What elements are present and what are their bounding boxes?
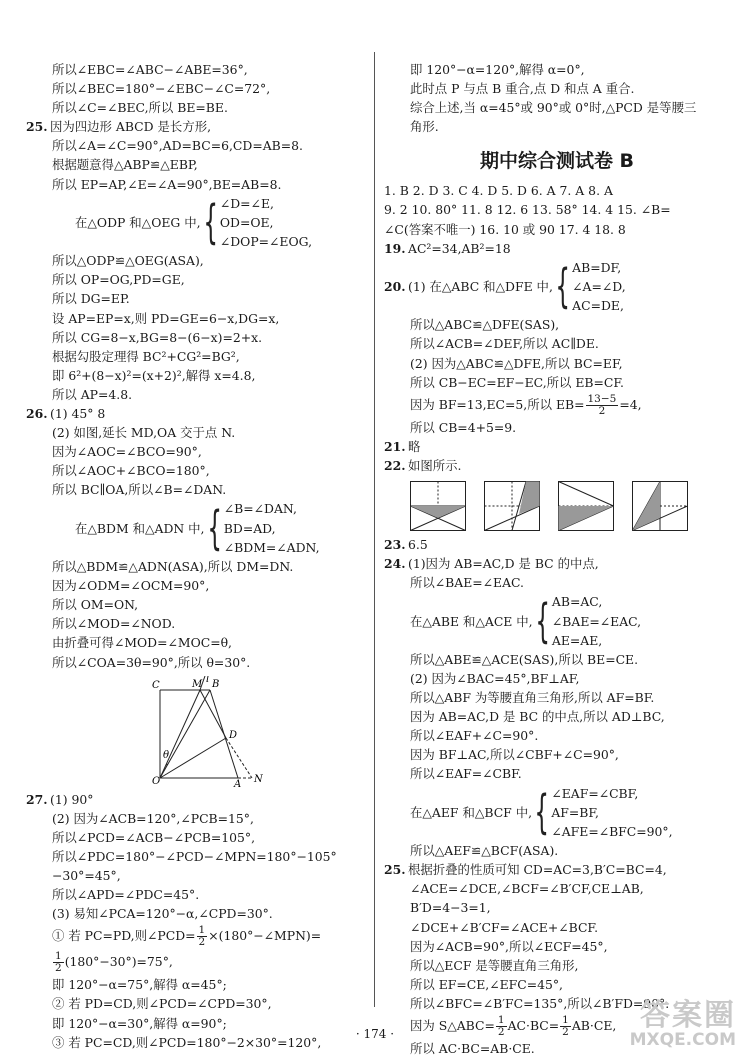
brace-item: OD=OE, [219,214,274,230]
text-line: 所以△ABC≌△DFE(SAS), [410,317,560,333]
text-line: 所以 AP=4.8. [52,386,133,402]
label-N: N [254,773,263,785]
text-line: 所以∠MOD=∠NOD. [52,616,176,632]
text-line: ∠DCE+∠B′CF=∠ACE+∠BCF. [410,919,599,935]
brace-prefix: 在△ABE 和△ACE 中, [410,613,533,629]
fraction-numerator: 1 [497,1014,505,1027]
text-line [26,923,368,949]
text-line [384,392,730,418]
condition-brace [384,784,730,842]
text-line: 所以∠EAF+∠C=90°. [410,728,539,744]
text-run: ×(180°−∠MPN)= [208,928,322,944]
text-run: 因为 S△ABC= [410,1018,495,1034]
text-line: ② 若 PD=CD,则∠PCD=∠CPD=30°, [52,996,272,1012]
fraction [53,951,64,974]
text-line: 略 [408,438,421,454]
fraction [586,394,619,417]
text-line: 角形. [410,119,439,135]
curly-brace: { [202,194,218,249]
text-line: 设 AP=EP=x,则 PD=GE=6−x,DG=x, [52,310,280,326]
brace-item: AB=AC, [551,594,603,610]
brace-item: ∠DOP=∠EOG, [219,234,313,250]
text-run: 因为 BF=13,EC=5,所以 EB= [410,396,585,412]
question-19 [384,239,730,258]
fraction-denominator: 2 [198,936,206,949]
text-run: (180°−30°)=75°, [64,954,173,970]
text-line: 所以∠BEC=180°−∠EBC−∠C=72°, [52,81,271,97]
text-line: 所以∠PDC=180°−∠PCD−∠MPN=180°−105° [52,848,337,864]
segment-MD [200,690,226,738]
text-line: 所以△BDM≌△ADN(ASA),所以 DM=DN. [52,559,294,575]
question-number: 25. [384,862,406,878]
fraction-numerator: 1 [562,1014,569,1027]
text-line: B′D=4−3=1, [410,900,491,916]
brace-item: AB=DF, [572,259,622,275]
brace-item: AF=BF, [551,804,599,820]
text-line: 所以∠C=∠BEC,所以 BE=BE. [52,100,228,116]
text-line: 所以 CB=4+5=9. [410,419,517,435]
segment-OD [160,738,226,778]
question-21 [384,437,730,456]
text-line: (2) 因为△ABC≌△DFE,所以 BC=EF, [410,355,623,371]
text-line: 因为 AB=AC,D 是 BC 的中点,所以 AD⊥BC, [410,709,665,725]
brace-prefix: 在△AEF 和△BCF 中, [410,804,533,820]
page-number: · 174 · [355,1027,395,1041]
text-line: 根据题意得△ABP≌△EBP, [52,157,198,173]
brace-item: ∠A=∠D, [572,278,626,294]
text-line: (1) 45° 8 [50,406,106,422]
text-line: 所以 CB−EC=EF−EC,所以 EB=CF. [410,374,624,390]
label-theta: θ [163,749,170,761]
brace-item: ∠EAF=∠CBF, [551,785,639,801]
column-divider [374,52,375,1007]
text-line [26,949,368,975]
text-line: 因为∠ACB=90°,所以∠ECF=45°, [410,938,608,954]
question-20 [384,258,730,316]
question-number: 20. [384,279,406,295]
text-line: 6.5 [408,537,428,553]
question-26 [26,404,368,423]
brace-item: ∠D=∠E, [219,195,274,211]
text-line: (1)因为 AB=AC,D 是 BC 的中点, [408,556,599,572]
label-A: A [234,778,242,788]
right-column [384,60,730,1058]
watermark-url: MXQE.COM [629,1030,736,1050]
text-line: 所以 AC·BC=AB·CE. [410,1041,535,1057]
text-line: 所以△ODP≌△OEG(ASA), [52,253,204,269]
answer-key-line: ∠C(答案不唯一) 16. 10 或 90 17. 4 18. 8 [384,221,626,237]
answer-key-line: 1. B 2. D 3. C 4. D 5. D 6. A 7. A 8. A [384,183,613,199]
text-line: 根据勾股定理得 BC²+CG²=BG², [52,348,240,364]
question-23 [384,535,730,554]
square-partition-figure-4 [632,481,688,531]
fraction-denominator: 2 [497,1026,505,1039]
text-line: 所以∠PCD=∠ACB−∠PCB=105°, [52,829,256,845]
brace-item: ∠AFE=∠BFC=90°, [551,823,673,839]
text-line: 所以 EP=AP,∠E=∠A=90°,BE=AB=8. [52,176,282,192]
question-number: 25. [26,119,48,135]
text-line: (1) 90° [50,791,94,807]
condition-brace [26,499,368,557]
section-title: 期中综合测试卷 B [479,150,635,173]
square-partition-figure-2 [484,481,540,531]
label-D: D [229,729,238,741]
text-line: 因为∠AOC=∠BCO=90°, [52,444,202,460]
text-line: 所以△ABE≌△ACE(SAS),所以 BE=CE. [410,651,639,667]
watermark-logo [630,990,736,1050]
question-number: 27. [26,791,48,807]
text-line: 综合上述,当 α=45°或 90°或 0°时,△PCD 是等腰三 [410,100,697,116]
text-line: 所以∠BFC=∠B′FC=135°,所以∠B′FD=90°. [410,995,670,1011]
watermark-text: 答案圈 [640,998,736,1033]
text-line: (3) 易知∠PCA=120°−α,∠CPD=30°. [52,906,273,922]
question-number: 21. [384,438,406,454]
text-line: 即 120°−α=75°,解得 α=45°; [52,977,227,993]
brace-item: AC=DE, [572,298,624,314]
fraction-denominator: 2 [562,1026,569,1039]
text-line: 因为四边形 ABCD 是长方形, [50,119,212,135]
text-line: 即 120°−α=120°,解得 α=0°, [410,62,585,77]
brace-prefix: (1) 在△ABC 和△DFE 中, [408,279,553,295]
brace-item: ∠BDM=∠ADN, [223,539,320,555]
text-line: ③ 若 PC=CD,则∠PCD=180°−2×30°=120°, [52,1034,322,1050]
text-line: 所以△ABF 为等腰直角三角形,所以 AF=BF. [410,690,655,706]
text-line: 所以∠A=∠C=90°,AD=BC=6,CD=AB=8. [52,138,303,154]
text-run: AC·BC= [507,1018,560,1034]
question-22 [384,456,730,475]
question-25-b [384,860,730,879]
text-line: 所以∠EAF=∠CBF. [410,766,522,782]
square-partition-figure-3 [558,481,614,531]
fraction-numerator: 1 [55,950,62,963]
left-column [26,60,368,1052]
text-line: −30°=45°, [52,868,121,884]
text-line: (2) 因为∠ACB=120°,∠PCB=15°, [52,810,254,826]
text-line: 所以∠COA=3θ=90°,所以 θ=30°. [52,654,251,670]
text-line: 此时点 P 与点 B 重合,点 D 和点 A 重合. [410,81,635,97]
question-number: 23. [384,537,406,553]
curly-brace: { [534,593,550,648]
text-run: AB·CE, [571,1018,617,1034]
text-line: 因为 BF⊥AC,所以∠CBF+∠C=90°, [410,747,619,763]
text-line: 所以∠BAE=∠EAC. [410,575,524,591]
text-line: AC²=34,AB²=18 [408,240,511,256]
text-line: 即 6²+(8−x)²=(x+2)²,解得 x=4.8, [52,367,256,383]
text-line: 因为∠ODM=∠OCM=90°, [52,578,210,594]
text-line: 所以∠APD=∠PDC=45°. [52,887,200,903]
curly-brace: { [534,784,550,839]
text-line: 所以 DG=EP. [52,291,130,307]
text-run: ① 若 PC=PD,则∠PCD= [52,928,196,944]
text-line: 根据折叠的性质可知 CD=AC=3,B′C=BC=4, [408,862,667,878]
label-l: l [206,675,210,685]
fraction-numerator: 13−5 [587,392,617,405]
text-line: ∠ACE=∠DCE,∠BCF=∠B′CF,CE⊥AB, [410,881,644,897]
extension-DN [226,738,252,778]
text-line: 所以△AEF≌△BCF(ASA). [410,843,559,859]
text-line: 所以 BC∥OA,所以∠B=∠DAN. [52,482,227,498]
text-line: 所以∠EBC=∠ABC−∠ABE=36°, [52,62,248,77]
text-line: (2) 因为∠BAC=45°,BF⊥AF, [410,671,580,686]
text-line: 即 120°−α=30°,解得 α=90°; [52,1015,227,1031]
text-line: 由折叠可得∠MOD=∠MOC=θ, [52,635,232,651]
text-line: 所以△ECF 是等腰直角三角形, [410,957,579,973]
curly-brace: { [555,259,570,314]
square-partition-figure-1 [410,481,466,531]
curly-brace: { [206,500,222,555]
text-line: 所以∠AOC+∠BCO=180°, [52,463,210,479]
question-number: 24. [384,556,406,572]
condition-brace [26,194,368,252]
brace-item: BD=AD, [223,520,276,536]
text-line: 所以 EF=CE,∠EFC=45°, [410,976,563,992]
text-run: =4, [619,396,642,412]
answer-key-line: 9. 2 10. 80° 11. 8 12. 6 13. 58° 14. 4 15. ∠B= [384,202,671,218]
geometry-figure-q26 [152,676,282,788]
label-O: O [152,775,161,787]
text-line: 所以∠ACB=∠DEF,所以 AC∥DE. [410,336,599,352]
q22-figures [384,481,730,531]
text-line: 所以 OM=ON, [52,597,139,613]
brace-prefix: 在△ODP 和△OEG 中, [75,214,201,230]
question-25 [26,117,368,136]
brace-prefix: 在△BDM 和△ADN 中, [75,520,205,536]
fraction-numerator: 1 [198,924,206,937]
label-C: C [152,679,160,691]
text-line: 所以 OP=OG,PD=GE, [52,272,185,288]
question-27 [26,790,368,809]
fraction [197,925,208,948]
question-number: 26. [26,406,48,422]
fraction-denominator: 2 [598,404,606,417]
question-24 [384,554,730,573]
label-M: M [192,678,203,690]
fraction-denominator: 2 [55,962,62,975]
brace-item: ∠B=∠DAN, [223,501,297,517]
condition-brace [384,592,730,650]
brace-item: AE=AE, [551,632,603,648]
text-line: 所以 CG=8−x,BG=8−(6−x)=2+x. [52,329,263,345]
question-number: 19. [384,240,406,256]
question-number: 22. [384,457,406,473]
text-line: (2) 如图,延长 MD,OA 交于点 N. [52,425,236,441]
text-line: 如图所示. [408,457,462,473]
label-B: B [212,678,220,690]
brace-item: ∠BAE=∠EAC, [551,613,642,629]
